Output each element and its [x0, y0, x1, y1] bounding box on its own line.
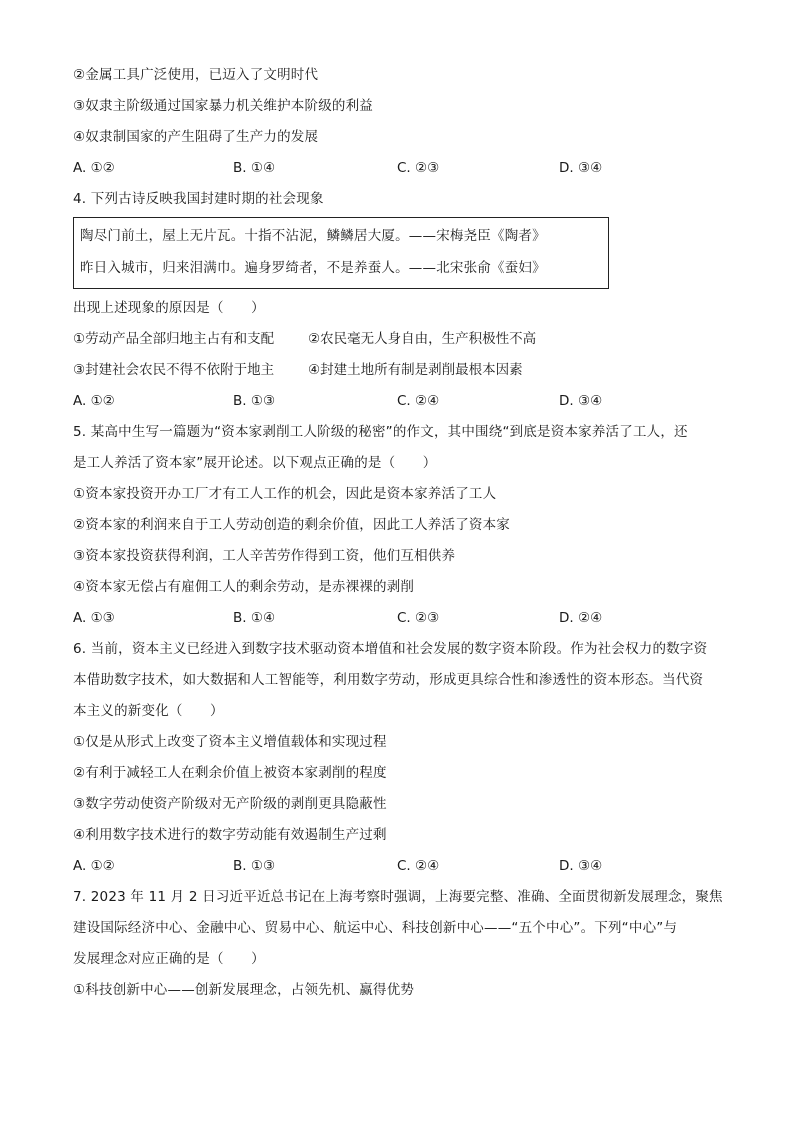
q7-stem-line-1: 7. 2023 年 11 月 2 日习近平近总书记在上海考察时强调，上海要完整、准确、全面贯彻新发展理念，聚焦 — [73, 889, 723, 905]
q5-choices — [73, 603, 733, 634]
q4-option-3: ③封建社会农民不得不依附于地主 — [73, 362, 275, 378]
q4-choice-c: C. ②④ — [397, 393, 440, 409]
q5-choice-a: A. ①③ — [73, 610, 115, 626]
q6-stem-line-1: 6. 当前，资本主义已经进入到数字技术驱动资本增值和社会发展的数字资本阶段。作为社会权力的数字资 — [73, 641, 708, 657]
q3-option-4: ④奴隶制国家的产生阻碍了生产力的发展 — [73, 129, 319, 145]
q6-stem-line-2: 本借助数字技术，如大数据和人工智能等，利用数字劳动，形成更具综合性和渗透性的资本形态。当代资 — [73, 672, 704, 688]
q3-option-2: ②金属工具广泛使用，已迈入了文明时代 — [73, 67, 319, 83]
q4-options-row-1 — [73, 324, 733, 355]
q4-option-1: ①劳动产品全部归地主占有和支配 — [73, 331, 275, 347]
q6-option-3: ③数字劳动使资产阶级对无产阶级的剥削更具隐蔽性 — [73, 796, 387, 812]
q7-option-1: ①科技创新中心——创新发展理念，占领先机、赢得优势 — [73, 982, 415, 998]
q7-stem-line-2: 建设国际经济中心、金融中心、贸易中心、航运中心、科技创新中心——“五个中心”。下列“中心”与 — [73, 920, 678, 936]
q4-choices — [73, 386, 733, 417]
q6-stem-line-3: 本主义的新变化（ ） — [73, 703, 224, 719]
q3-option-3: ③奴隶主阶级通过国家暴力机关维护本阶级的利益 — [73, 98, 374, 114]
q5-choice-b: B. ①④ — [233, 610, 276, 626]
q4-option-4: ④封建土地所有制是剥削最根本因素 — [308, 362, 523, 378]
q3-choices — [73, 153, 733, 184]
q5-option-4: ④资本家无偿占有雇佣工人的剩余劳动，是赤裸裸的剥削 — [73, 579, 415, 595]
q6-choice-c: C. ②④ — [397, 858, 440, 874]
q6-choices — [73, 851, 733, 882]
q6-option-4: ④利用数字技术进行的数字劳动能有效遏制生产过剩 — [73, 827, 387, 843]
q3-choice-d: D. ③④ — [559, 160, 603, 176]
document-page — [73, 60, 733, 1006]
q3-choice-a: A. ①② — [73, 160, 115, 176]
q5-stem-line-1: 5. 某高中生写一篇题为“资本家剥削工人阶级的秘密”的作文，其中围绕“到底是资本家养活了工人，还 — [73, 424, 688, 440]
q4-options-row-2 — [73, 355, 733, 386]
q6-option-2: ②有利于减轻工人在剩余价值上被资本家剥削的程度 — [73, 765, 387, 781]
q5-choice-c: C. ②③ — [397, 610, 440, 626]
q5-option-2: ②资本家的利润来自于工人劳动创造的剩余价值，因此工人养活了资本家 — [73, 517, 511, 533]
q4-choice-a: A. ①② — [73, 393, 115, 409]
q4-choice-d: D. ③④ — [559, 393, 603, 409]
q4-question: 出现上述现象的原因是（ ） — [73, 300, 265, 316]
q4-poem-2: 昨日入城市，归来泪满巾。遍身罗绮者，不是养蚕人。——北宋张俞《蚕妇》 — [80, 260, 546, 276]
q4-option-2: ②农民毫无人身自由，生产积极性不高 — [308, 331, 537, 347]
q4-choice-b: B. ①③ — [233, 393, 276, 409]
q6-choice-a: A. ①② — [73, 858, 115, 874]
q7-stem-line-3: 发展理念对应正确的是（ ） — [73, 951, 265, 967]
q6-option-1: ①仅是从形式上改变了资本主义增值载体和实现过程 — [73, 734, 387, 750]
q3-choice-c: C. ②③ — [397, 160, 440, 176]
q5-stem-line-2: 是工人养活了资本家”展开论述。以下观点正确的是（ ） — [73, 455, 437, 471]
q6-choice-b: B. ①③ — [233, 858, 276, 874]
q5-option-3: ③资本家投资获得利润，工人辛苦劳作得到工资，他们互相供养 — [73, 548, 456, 564]
q5-choice-d: D. ②④ — [559, 610, 603, 626]
q6-choice-d: D. ③④ — [559, 858, 603, 874]
q4-poem-1: 陶尽门前土，屋上无片瓦。十指不沾泥，鳞鳞居大厦。——宋梅尧臣《陶者》 — [80, 228, 546, 244]
q3-choice-b: B. ①④ — [233, 160, 276, 176]
q5-option-1: ①资本家投资开办工厂才有工人工作的机会，因此是资本家养活了工人 — [73, 486, 497, 502]
q4-stem: 4. 下列古诗反映我国封建时期的社会现象 — [73, 191, 324, 207]
q4-poem-box — [73, 217, 609, 289]
